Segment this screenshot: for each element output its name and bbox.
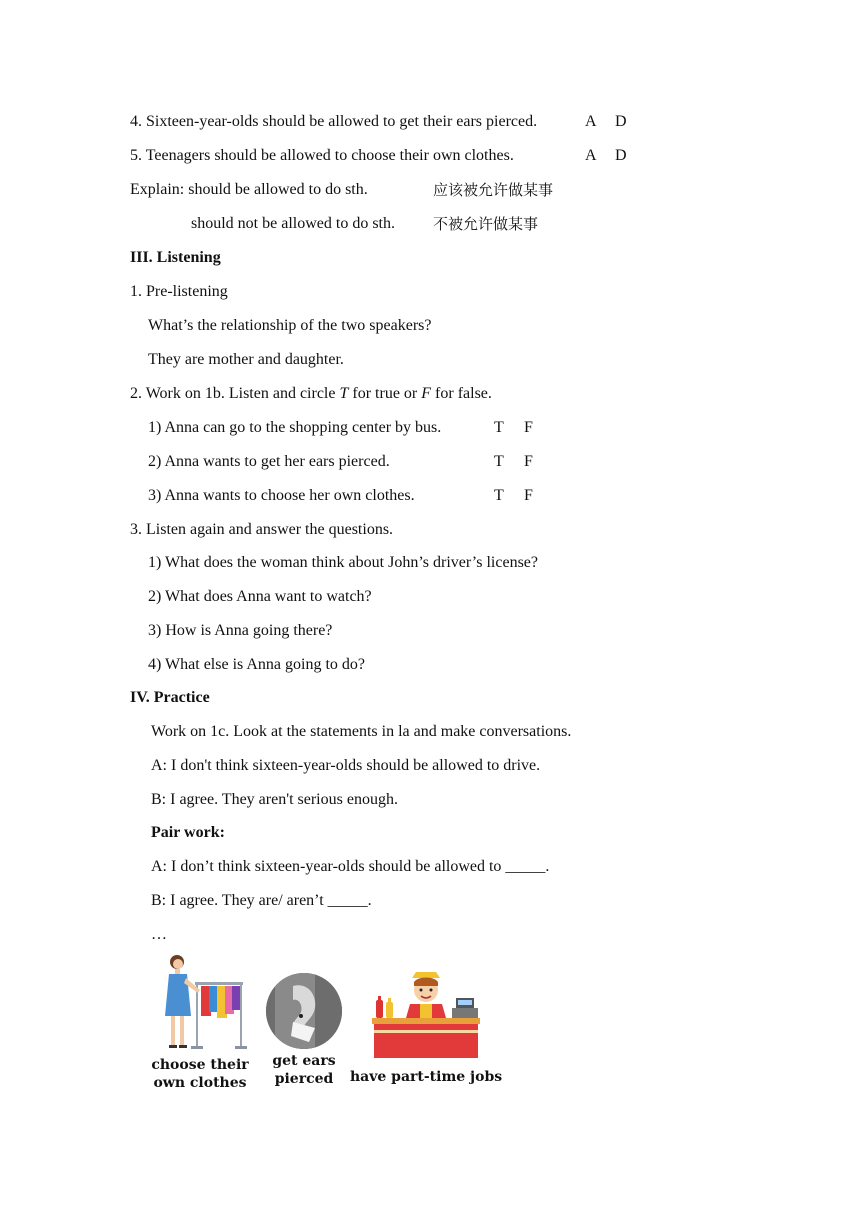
caption-line: choose their bbox=[151, 1057, 249, 1073]
pre-listening-title: 1. Pre-listening bbox=[130, 283, 228, 300]
ear-pierced-illustration bbox=[265, 972, 343, 1050]
example-b: B: I agree. They aren't serious enough. bbox=[151, 791, 398, 808]
explain-neg: should not be allowed to do sth. bbox=[191, 215, 395, 232]
work-title-text: for false. bbox=[431, 385, 492, 402]
statement-4 bbox=[130, 112, 537, 132]
pre-listening-question: What’s the relationship of the two speakers? bbox=[148, 317, 432, 334]
caption-part-time-jobs: have part-time jobs bbox=[350, 1069, 503, 1085]
agree-option[interactable]: A bbox=[585, 113, 597, 130]
practice-heading: IV. Practice bbox=[130, 689, 210, 706]
caption-choose-clothes bbox=[150, 1056, 250, 1092]
pair-work-title: Pair work: bbox=[151, 824, 225, 841]
question-item: 1) What does the woman think about John’s driver’s license? bbox=[148, 554, 538, 571]
listening-heading: III. Listening bbox=[130, 249, 221, 266]
caption-ears-pierced bbox=[254, 1052, 354, 1088]
question-item: 3) How is Anna going there? bbox=[148, 622, 333, 639]
pair-b: B: I agree. They are/ aren’t _____. bbox=[151, 892, 372, 909]
explain-neg-cn: 不被允许做某事 bbox=[433, 215, 539, 233]
false-option[interactable]: F bbox=[524, 453, 533, 470]
statement-5 bbox=[130, 146, 514, 166]
part-time-job-illustration bbox=[370, 970, 482, 1062]
statement-text: 4. Sixteen-year-olds should be allowed to get their ears pierced. bbox=[130, 113, 538, 130]
work-title-text: for true or bbox=[348, 385, 422, 402]
work-1b-title bbox=[130, 384, 492, 404]
explain-line: Explain: should be allowed to do sth. bbox=[130, 181, 368, 198]
tf-item-text: 1) Anna can go to the shopping center by bus. bbox=[148, 419, 442, 436]
caption-line: own clothes bbox=[153, 1075, 247, 1091]
tf-item-text: 3) Anna wants to choose her own clothes. bbox=[148, 487, 415, 504]
caption-line: pierced bbox=[274, 1071, 334, 1087]
work-title-text: 2. Work on 1b. Listen and circle bbox=[130, 385, 340, 402]
practice-intro: Work on 1c. Look at the statements in la and make conversations. bbox=[151, 723, 572, 740]
agree-option[interactable]: A bbox=[585, 147, 597, 164]
work-title-t: T bbox=[339, 385, 349, 402]
caption-line: get ears bbox=[272, 1053, 336, 1069]
true-option[interactable]: T bbox=[494, 453, 504, 470]
true-option[interactable]: T bbox=[494, 419, 504, 436]
example-a: A: I don't think sixteen-year-olds should be allowed to drive. bbox=[151, 757, 541, 774]
true-option[interactable]: T bbox=[494, 487, 504, 504]
work-title-f: F bbox=[421, 385, 432, 402]
pre-listening-answer: They are mother and daughter. bbox=[148, 351, 344, 368]
clothes-rack-illustration bbox=[155, 952, 247, 1056]
statement-text: 5. Teenagers should be allowed to choose their own clothes. bbox=[130, 147, 514, 164]
disagree-option[interactable]: D bbox=[615, 147, 627, 164]
question-item: 2) What does Anna want to watch? bbox=[148, 588, 372, 605]
ellipsis: … bbox=[151, 926, 167, 943]
tf-item-text: 2) Anna wants to get her ears pierced. bbox=[148, 453, 390, 470]
pair-a: A: I don’t think sixteen-year-olds should be allowed to _____. bbox=[151, 858, 550, 875]
false-option[interactable]: F bbox=[524, 419, 533, 436]
listen-again-title: 3. Listen again and answer the questions. bbox=[130, 521, 394, 538]
explain-cn: 应该被允许做某事 bbox=[433, 181, 554, 199]
question-item: 4) What else is Anna going to do? bbox=[148, 656, 365, 673]
disagree-option[interactable]: D bbox=[615, 113, 627, 130]
false-option[interactable]: F bbox=[524, 487, 533, 504]
